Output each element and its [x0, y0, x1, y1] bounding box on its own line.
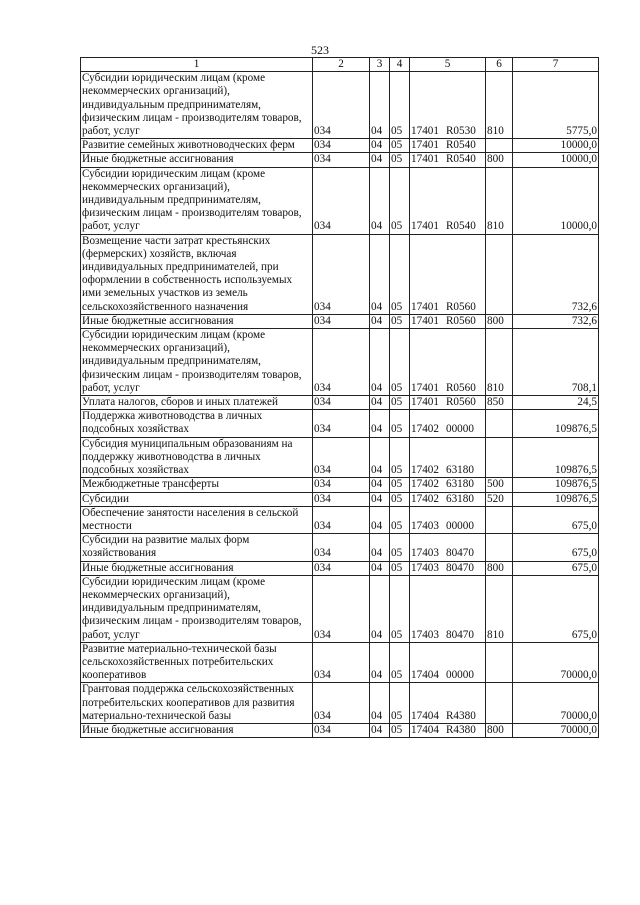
subsection-code: 05: [390, 492, 410, 506]
amount: 10000,0: [513, 167, 599, 234]
direction-code: R0540: [445, 153, 476, 166]
program-code: 17401: [411, 300, 439, 313]
amount: 70000,0: [513, 642, 599, 683]
direction-code: R0560: [445, 381, 476, 394]
table-header-row: [81, 58, 599, 72]
row-name: Субсидии юридическим лицам (кроме некоммерческих организаций), индивидуальным предпринимателям, физическим лицам - производителям товаров, работ, услуг: [81, 329, 313, 396]
expense-type-code: [486, 642, 513, 683]
column-header: 4: [390, 58, 410, 72]
expense-type-code: [486, 534, 513, 561]
table-row: [81, 410, 599, 437]
expense-type-code: 850: [486, 396, 513, 410]
subsection-code: 05: [390, 561, 410, 575]
target-article-code: [410, 139, 486, 153]
row-name: Развитие материально-технической базы сельскохозяйственных потребительских кооперативов: [81, 642, 313, 683]
direction-code: R0530: [445, 125, 476, 138]
subsection-code: 05: [390, 723, 410, 737]
row-name: Грантовая поддержка сельскохозяйственных потребительских кооперативов для развития материально-технической базы: [81, 683, 313, 724]
row-name: Субсидия муниципальным образованиям на поддержку животноводства в личных подсобных хозяйствах: [81, 437, 313, 478]
subsection-code: 05: [390, 478, 410, 492]
section-code: 04: [370, 561, 390, 575]
ministry-code: 034: [313, 575, 370, 642]
section-code: 04: [370, 72, 390, 139]
row-name: Поддержка животноводства в личных подсобных хозяйствах: [81, 410, 313, 437]
ministry-code: 034: [313, 506, 370, 533]
row-name: Обеспечение занятости населения в сельской местности: [81, 506, 313, 533]
amount: 109876,5: [513, 410, 599, 437]
row-name: Развитие семейных животноводческих ферм: [81, 139, 313, 153]
table-row: [81, 234, 599, 314]
expense-type-code: [486, 506, 513, 533]
row-name: Иные бюджетные ассигнования: [81, 314, 313, 328]
row-name: Субсидии на развитие малых форм хозяйствования: [81, 534, 313, 561]
subsection-code: 05: [390, 437, 410, 478]
row-name: Субсидии юридическим лицам (кроме некоммерческих организаций), индивидуальным предпринимателям, физическим лицам - производителям товаров, работ, услуг: [81, 575, 313, 642]
target-article-code: [410, 153, 486, 167]
direction-code: 80470: [445, 561, 474, 574]
ministry-code: 034: [313, 437, 370, 478]
target-article-code: [410, 72, 486, 139]
table-row: [81, 329, 599, 396]
expense-type-code: 800: [486, 723, 513, 737]
target-article-code: [410, 534, 486, 561]
table-row: [81, 478, 599, 492]
column-header: 2: [313, 58, 370, 72]
subsection-code: 05: [390, 139, 410, 153]
ministry-code: 034: [313, 396, 370, 410]
direction-code: 80470: [445, 628, 474, 641]
table-row: [81, 167, 599, 234]
direction-code: 80470: [445, 547, 474, 560]
section-code: 04: [370, 329, 390, 396]
subsection-code: 05: [390, 575, 410, 642]
section-code: 04: [370, 683, 390, 724]
ministry-code: 034: [313, 139, 370, 153]
expense-type-code: [486, 683, 513, 724]
row-name: Иные бюджетные ассигнования: [81, 153, 313, 167]
expense-type-code: 810: [486, 167, 513, 234]
table-row: [81, 492, 599, 506]
target-article-code: [410, 575, 486, 642]
target-article-code: [410, 410, 486, 437]
amount: 109876,5: [513, 492, 599, 506]
direction-code: 63180: [445, 478, 474, 491]
ministry-code: 034: [313, 561, 370, 575]
direction-code: 00000: [445, 519, 474, 532]
expense-type-code: [486, 139, 513, 153]
program-code: 17404: [411, 669, 439, 682]
program-code: 17403: [411, 519, 439, 532]
target-article-code: [410, 642, 486, 683]
ministry-code: 034: [313, 683, 370, 724]
direction-code: 63180: [445, 492, 474, 505]
direction-code: 63180: [445, 464, 474, 477]
row-name: Иные бюджетные ассигнования: [81, 561, 313, 575]
column-header: 5: [410, 58, 486, 72]
row-name: Межбюджетные трансферты: [81, 478, 313, 492]
row-name: Субсидии юридическим лицам (кроме некоммерческих организаций), индивидуальным предпринимателям, физическим лицам - производителям товаров, работ, услуг: [81, 72, 313, 139]
subsection-code: 05: [390, 642, 410, 683]
direction-code: R0560: [445, 396, 476, 409]
ministry-code: 034: [313, 723, 370, 737]
table-row: [81, 642, 599, 683]
program-code: 17402: [411, 464, 439, 477]
program-code: 17402: [411, 478, 439, 491]
ministry-code: 034: [313, 329, 370, 396]
amount: 675,0: [513, 534, 599, 561]
program-code: 17401: [411, 153, 439, 166]
subsection-code: 05: [390, 534, 410, 561]
expense-type-code: 800: [486, 561, 513, 575]
ministry-code: 034: [313, 492, 370, 506]
section-code: 04: [370, 642, 390, 683]
ministry-code: 034: [313, 234, 370, 314]
table-row: [81, 534, 599, 561]
direction-code: R0540: [445, 220, 476, 233]
subsection-code: 05: [390, 72, 410, 139]
expense-type-code: [486, 234, 513, 314]
subsection-code: 05: [390, 167, 410, 234]
ministry-code: 034: [313, 410, 370, 437]
expense-type-code: 520: [486, 492, 513, 506]
target-article-code: [410, 314, 486, 328]
amount: 109876,5: [513, 437, 599, 478]
target-article-code: [410, 167, 486, 234]
section-code: 04: [370, 723, 390, 737]
direction-code: R0560: [445, 314, 476, 327]
ministry-code: 034: [313, 534, 370, 561]
table-row: [81, 506, 599, 533]
section-code: 04: [370, 492, 390, 506]
expense-type-code: [486, 410, 513, 437]
amount: 10000,0: [513, 139, 599, 153]
target-article-code: [410, 492, 486, 506]
program-code: 17401: [411, 381, 439, 394]
table-row: [81, 139, 599, 153]
target-article-code: [410, 561, 486, 575]
ministry-code: 034: [313, 314, 370, 328]
section-code: 04: [370, 575, 390, 642]
amount: 109876,5: [513, 478, 599, 492]
column-header: 3: [370, 58, 390, 72]
target-article-code: [410, 723, 486, 737]
target-article-code: [410, 683, 486, 724]
ministry-code: 034: [313, 153, 370, 167]
direction-code: R4380: [445, 723, 476, 736]
expense-type-code: [486, 437, 513, 478]
table-row: [81, 723, 599, 737]
section-code: 04: [370, 534, 390, 561]
program-code: 17401: [411, 314, 439, 327]
program-code: 17401: [411, 396, 439, 409]
amount: 732,6: [513, 314, 599, 328]
amount: 732,6: [513, 234, 599, 314]
direction-code: R0560: [445, 300, 476, 313]
amount: 675,0: [513, 506, 599, 533]
column-header: 6: [486, 58, 513, 72]
section-code: 04: [370, 314, 390, 328]
expense-type-code: 500: [486, 478, 513, 492]
program-code: 17401: [411, 220, 439, 233]
table-row: [81, 314, 599, 328]
direction-code: 00000: [445, 669, 474, 682]
target-article-code: [410, 478, 486, 492]
expense-type-code: 800: [486, 153, 513, 167]
row-name: Уплата налогов, сборов и иных платежей: [81, 396, 313, 410]
table-row: [81, 153, 599, 167]
row-name: Субсидии: [81, 492, 313, 506]
section-code: 04: [370, 506, 390, 533]
subsection-code: 05: [390, 314, 410, 328]
subsection-code: 05: [390, 329, 410, 396]
section-code: 04: [370, 139, 390, 153]
section-code: 04: [370, 396, 390, 410]
amount: 675,0: [513, 561, 599, 575]
program-code: 17402: [411, 492, 439, 505]
ministry-code: 034: [313, 167, 370, 234]
subsection-code: 05: [390, 506, 410, 533]
amount: 5775,0: [513, 72, 599, 139]
target-article-code: [410, 234, 486, 314]
program-code: 17403: [411, 547, 439, 560]
ministry-code: 034: [313, 478, 370, 492]
amount: 10000,0: [513, 153, 599, 167]
program-code: 17401: [411, 139, 439, 152]
target-article-code: [410, 437, 486, 478]
column-header: 7: [513, 58, 599, 72]
section-code: 04: [370, 234, 390, 314]
table-row: [81, 396, 599, 410]
program-code: 17402: [411, 423, 439, 436]
row-name: Возмещение части затрат крестьянских (фермерских) хозяйств, включая индивидуальных предпринимателей, при оформлении в собственность используемых ими земельных участков из земель сельскохозяйственного назначения: [81, 234, 313, 314]
section-code: 04: [370, 410, 390, 437]
row-name: Субсидии юридическим лицам (кроме некоммерческих организаций), индивидуальным предпринимателям, физическим лицам - производителям товаров, работ, услуг: [81, 167, 313, 234]
target-article-code: [410, 506, 486, 533]
table-row: [81, 72, 599, 139]
budget-table: [80, 57, 599, 738]
direction-code: R4380: [445, 709, 476, 722]
table-row: [81, 575, 599, 642]
section-code: 04: [370, 167, 390, 234]
expense-type-code: 810: [486, 575, 513, 642]
target-article-code: [410, 396, 486, 410]
subsection-code: 05: [390, 396, 410, 410]
subsection-code: 05: [390, 683, 410, 724]
program-code: 17404: [411, 709, 439, 722]
target-article-code: [410, 329, 486, 396]
subsection-code: 05: [390, 410, 410, 437]
amount: 70000,0: [513, 683, 599, 724]
table-row: [81, 437, 599, 478]
expense-type-code: 800: [486, 314, 513, 328]
section-code: 04: [370, 478, 390, 492]
ministry-code: 034: [313, 72, 370, 139]
direction-code: R0540: [445, 139, 476, 152]
program-code: 17401: [411, 125, 439, 138]
program-code: 17403: [411, 628, 439, 641]
amount: 708,1: [513, 329, 599, 396]
amount: 24,5: [513, 396, 599, 410]
subsection-code: 05: [390, 153, 410, 167]
program-code: 17404: [411, 723, 439, 736]
section-code: 04: [370, 153, 390, 167]
ministry-code: 034: [313, 642, 370, 683]
table-row: [81, 683, 599, 724]
direction-code: 00000: [445, 423, 474, 436]
section-code: 04: [370, 437, 390, 478]
column-header: 1: [81, 58, 313, 72]
subsection-code: 05: [390, 234, 410, 314]
program-code: 17403: [411, 561, 439, 574]
amount: 70000,0: [513, 723, 599, 737]
row-name: Иные бюджетные ассигнования: [81, 723, 313, 737]
amount: 675,0: [513, 575, 599, 642]
table-row: [81, 561, 599, 575]
expense-type-code: 810: [486, 329, 513, 396]
expense-type-code: 810: [486, 72, 513, 139]
page-number: 523: [311, 43, 329, 57]
